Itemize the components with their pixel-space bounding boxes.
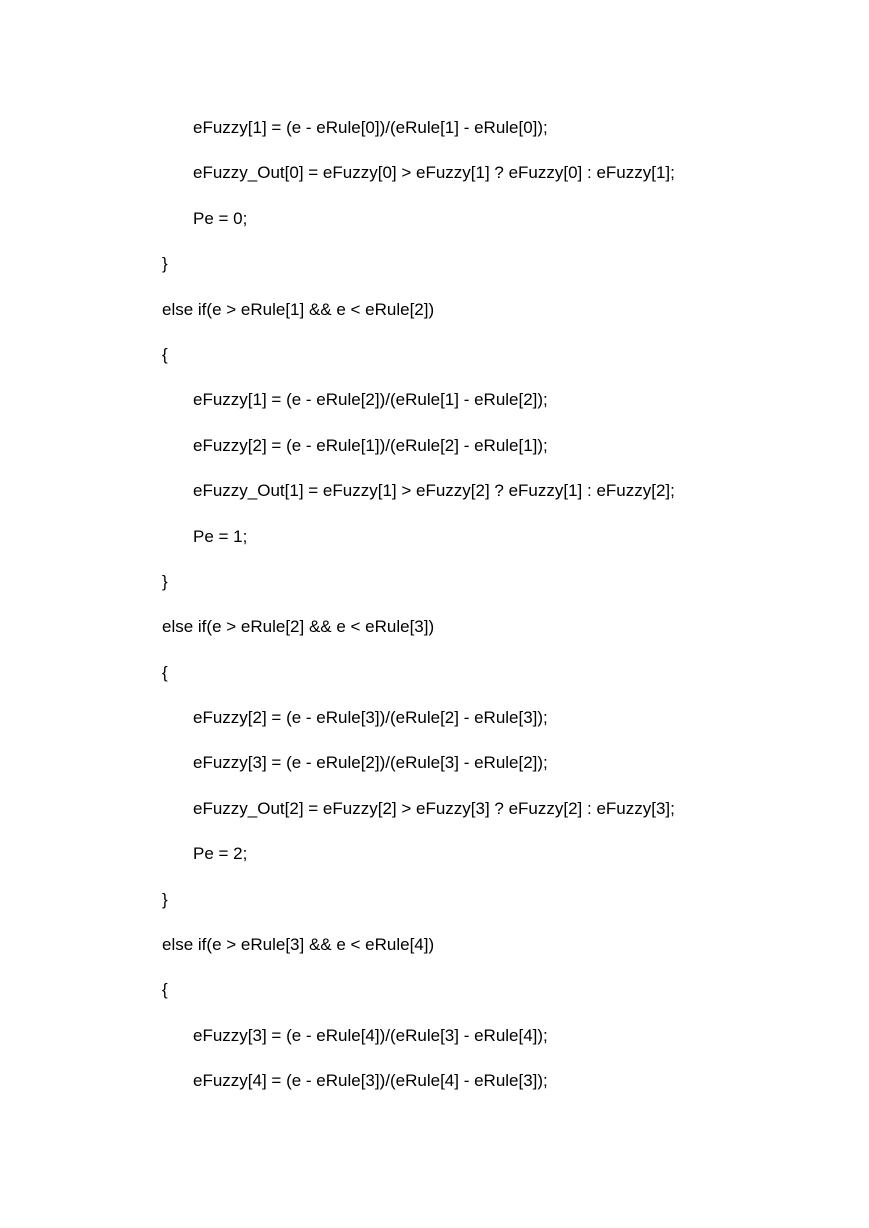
code-line: eFuzzy[1] = (e - eRule[2])/(eRule[1] - eRule[2]); [193, 390, 548, 410]
code-line: eFuzzy[2] = (e - eRule[1])/(eRule[2] - eRule[1]); [193, 435, 548, 455]
code-line: eFuzzy_Out[0] = eFuzzy[0] > eFuzzy[1] ? eFuzzy[0] : eFuzzy[1]; [193, 163, 675, 183]
code-line: eFuzzy_Out[1] = eFuzzy[1] > eFuzzy[2] ? eFuzzy[1] : eFuzzy[2]; [193, 481, 675, 501]
code-line: eFuzzy[4] = (e - eRule[3])/(eRule[4] - eRule[3]); [193, 1071, 548, 1091]
code-listing [162, 114, 842, 1113]
code-line: else if(e > eRule[1] && e < eRule[2]) [162, 299, 435, 319]
code-line: Pe = 0; [193, 208, 248, 228]
code-line: else if(e > eRule[3] && e < eRule[4]) [162, 935, 435, 955]
code-line: eFuzzy[3] = (e - eRule[2])/(eRule[3] - eRule[2]); [193, 753, 548, 773]
code-line: { [162, 344, 168, 364]
code-line: { [162, 980, 168, 1000]
code-line: Pe = 1; [193, 526, 248, 546]
code-line: Pe = 2; [193, 844, 248, 864]
code-line: } [162, 571, 168, 591]
code-line: eFuzzy[1] = (e - eRule[0])/(eRule[1] - eRule[0]); [193, 118, 548, 137]
code-line: } [162, 889, 168, 909]
code-line: } [162, 254, 168, 274]
code-line: else if(e > eRule[2] && e < eRule[3]) [162, 617, 435, 637]
code-line: eFuzzy[3] = (e - eRule[4])/(eRule[3] - eRule[4]); [193, 1025, 548, 1045]
code-line: eFuzzy_Out[2] = eFuzzy[2] > eFuzzy[3] ? eFuzzy[2] : eFuzzy[3]; [193, 798, 675, 818]
code-line: { [162, 662, 168, 682]
code-line: eFuzzy[2] = (e - eRule[3])/(eRule[2] - eRule[3]); [193, 708, 548, 728]
